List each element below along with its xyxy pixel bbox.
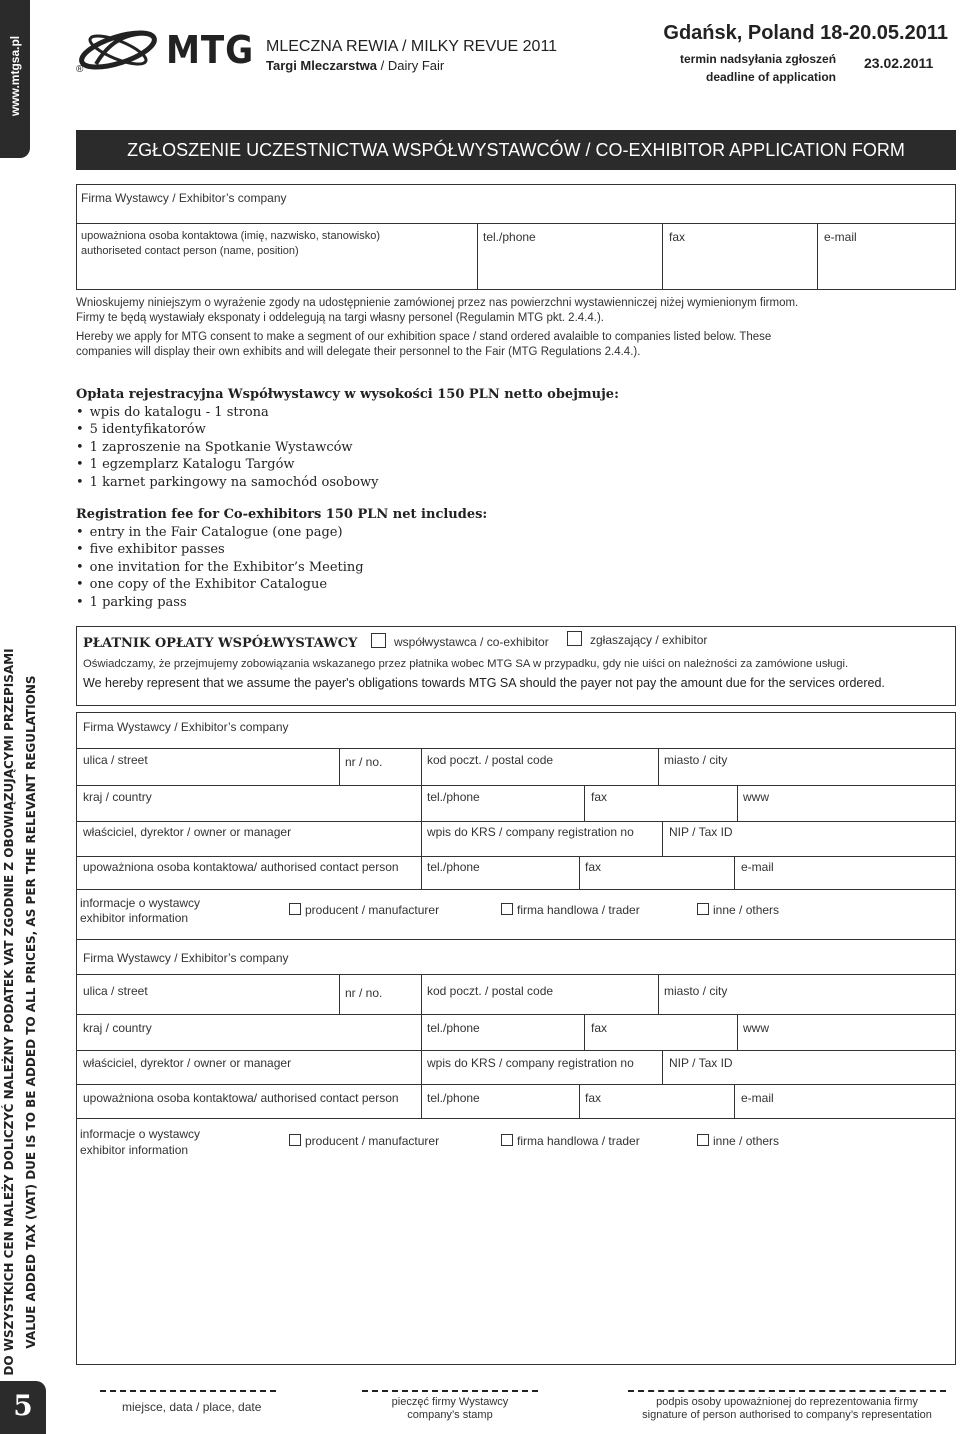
page-number-tab — [0, 1381, 46, 1434]
fee-pl-item: • wpis do katalogu - 1 strona — [76, 404, 619, 422]
place-date-label: miejsce, data / place, date — [122, 1400, 262, 1414]
event-subtitle-rest: / Dairy Fair — [377, 58, 445, 73]
applicant-label: zgłaszający / exhibitor — [590, 633, 708, 647]
event-subtitle — [266, 58, 444, 73]
producer-checkbox[interactable] — [289, 903, 301, 915]
trader-checkbox[interactable] — [501, 1134, 513, 1146]
fee-en-item: • one invitation for the Exhibitor’s Meeting — [76, 559, 487, 577]
fee-pl-heading: Opłata rejestracyjna Współwystawcy w wysokości 150 PLN netto obejmuje: — [76, 387, 619, 402]
phone-label: tel./phone — [427, 790, 480, 804]
fee-en-heading: Registration fee for Co-exhibitors 150 PLN net includes: — [76, 507, 488, 522]
owner-label: właściciel, dyrektor / owner or manager — [83, 825, 292, 839]
vat-note-pl: DO WSZYSTKICH CEN NALEŻY DOLICZYĆ NALEŻNY PODATEK VAT ZGODNIE Z OBOWIĄZUJĄCYMI PRZEPISAMI — [2, 648, 16, 1376]
form-title: ZGŁOSZENIE UCZESTNICTWA WSPÓŁWYSTAWCÓW / CO-EXHIBITOR APPLICATION FORM — [127, 140, 905, 160]
contact-label-pl: upoważniona osoba kontaktowa (imię, nazwisko, stanowisko) — [81, 230, 380, 242]
street-label: ulica / street — [83, 984, 148, 998]
krs-label: wpis do KRS / company registration no — [427, 825, 634, 839]
vertical-vat-note — [0, 645, 42, 1380]
deadline-pl: termin nadsyłania zgłoszeń — [680, 52, 837, 66]
nip-label: NIP / Tax ID — [669, 825, 733, 839]
applicant-checkbox[interactable] — [567, 631, 582, 646]
signature-label — [628, 1396, 946, 1422]
info-label-pl: informacje o wystawcy — [80, 1127, 201, 1141]
logo-text: MTG — [166, 28, 255, 72]
city-label: miasto / city — [664, 753, 728, 767]
others-option[interactable] — [697, 903, 779, 917]
event-subtitle-bold: Targi Mleczarstwa — [266, 58, 378, 73]
fee-pl-item: • 1 zaproszenie na Spotkanie Wystawców — [76, 439, 619, 457]
postal-label: kod poczt. / postal code — [427, 753, 554, 767]
payer-box — [76, 626, 956, 706]
producer-label: producent / manufacturer — [305, 1134, 440, 1148]
company-field[interactable] — [76, 184, 956, 224]
coexhibitor-label: współwystawca / co-exhibitor — [394, 635, 549, 649]
form-title-bar — [76, 130, 956, 170]
others-label: inne / others — [713, 1134, 780, 1148]
signature-line — [628, 1390, 946, 1392]
owner-label: właściciel, dyrektor / owner or manager — [83, 1056, 292, 1070]
producer-option[interactable] — [289, 1134, 439, 1148]
consent-en-2: companies will display their own exhibits and will delegate their personnel to the Fair (MTG Regulations 2.4.4.). — [76, 345, 641, 358]
signature-label-pl: podpis osoby upoważnionej do reprezentowania firmy — [656, 1396, 918, 1408]
www-label: www — [743, 790, 769, 804]
trader-label: firma handlowa / trader — [517, 1134, 640, 1148]
registered-mark: ® — [76, 64, 84, 75]
deadline-en: deadline of application — [706, 70, 837, 84]
stamp-label-pl: pieczęć firmy Wystawcy — [391, 1396, 509, 1408]
exhibitor-block-2 — [76, 940, 956, 1365]
fax-label: fax — [585, 860, 602, 874]
info-label-en: exhibitor information — [80, 1143, 189, 1157]
vat-note-en: VALUE ADDED TAX (VAT) DUE IS TO BE ADDED TO ALL PRICES, AS PER THE RELEVANT REGULATIONS — [24, 675, 38, 1349]
fax-label: fax — [669, 230, 686, 244]
info-label-pl: informacje o wystawcy — [80, 896, 201, 910]
company-label: Firma Wystawcy / Exhibitor’s company — [83, 720, 289, 734]
producer-checkbox[interactable] — [289, 1134, 301, 1146]
krs-label: wpis do KRS / company registration no — [427, 1056, 634, 1070]
fee-en-item: • five exhibitor passes — [76, 541, 487, 559]
street-label: ulica / street — [83, 753, 148, 767]
others-checkbox[interactable] — [697, 1134, 709, 1146]
consent-pl-2: Firmy te będą wystawiały eksponaty i oddelegują na targi własny personel (Regulamin MTG pkt. 2.4.4.). — [76, 311, 604, 324]
phone-label: tel./phone — [427, 1091, 480, 1105]
producer-label: producent / manufacturer — [305, 903, 440, 917]
email-label: e-mail — [824, 230, 857, 244]
consent-en-1: Hereby we apply for MTG consent to make a segment of our exhibition space / stand ordered avalaible to companies listed below. These — [76, 331, 772, 343]
producer-option[interactable] — [289, 903, 439, 917]
stamp-label-en: company’s stamp — [407, 1409, 493, 1421]
fee-en-section — [76, 506, 487, 611]
postal-label: kod poczt. / postal code — [427, 984, 554, 998]
phone-label: tel./phone — [427, 1021, 480, 1035]
stamp-label — [362, 1396, 538, 1422]
trader-checkbox[interactable] — [501, 903, 513, 915]
email-label: e-mail — [741, 1091, 774, 1105]
phone-label: tel./phone — [427, 860, 480, 874]
place-date-line — [100, 1390, 276, 1392]
country-label: kraj / country — [83, 1021, 152, 1035]
email-label: e-mail — [741, 860, 774, 874]
country-label: kraj / country — [83, 790, 152, 804]
payer-statement-pl: Oświadczamy, że przejmujemy zobowiązania wskazanego przez płatnika wobec MTG SA w przypadku, gdy nie uiści on należności za zamówione usługi. — [83, 658, 849, 670]
fee-pl-item: • 1 egzemplarz Katalogu Targów — [76, 456, 619, 474]
trader-label: firma handlowa / trader — [517, 903, 640, 917]
fee-en-list — [76, 524, 487, 612]
fee-en-item: • 1 parking pass — [76, 594, 487, 612]
contact-row — [76, 224, 956, 290]
side-url[interactable]: www.mtgsa.pl — [8, 35, 22, 117]
contact-label: upoważniona osoba kontaktowa/ authorised contact person — [83, 860, 399, 874]
others-option[interactable] — [697, 1134, 779, 1148]
nip-label: NIP / Tax ID — [669, 1056, 733, 1070]
fee-en-item: • entry in the Fair Catalogue (one page) — [76, 524, 487, 542]
fax-label: fax — [591, 1021, 608, 1035]
payer-statement-en: We hereby represent that we assume the payer's obligations towards MTG SA should the payer not pay the amount due for the services ordered. — [83, 676, 885, 690]
number-label: nr / no. — [345, 986, 383, 1000]
payer-title: PŁATNIK OPŁATY WSPÓŁWYSTAWCY — [83, 636, 358, 651]
payer-option-coexhibitor[interactable] — [371, 633, 549, 649]
fee-pl-list — [76, 404, 619, 492]
side-url-strip — [0, 0, 30, 158]
contact-label: upoważniona osoba kontaktowa/ authorised contact person — [83, 1091, 399, 1105]
contact-label-en: authoriseted contact person (name, position) — [81, 245, 299, 257]
others-label: inne / others — [713, 903, 780, 917]
company-label: Firma Wystawcy / Exhibitor’s company — [81, 191, 287, 205]
exhibitor-block-1 — [76, 712, 956, 940]
fee-en-item: • one copy of the Exhibitor Catalogue — [76, 576, 487, 594]
payer-option-applicant[interactable] — [567, 631, 707, 647]
stamp-line — [362, 1390, 538, 1392]
number-label: nr / no. — [345, 755, 383, 769]
event-title: MLECZNA REWIA / MILKY REVUE 2011 — [266, 38, 558, 55]
page-number: 5 — [13, 1389, 33, 1422]
deadline-date: 23.02.2011 — [864, 55, 934, 71]
info-label-en: exhibitor information — [80, 911, 189, 925]
place-date: Gdańsk, Poland 18-20.05.2011 — [663, 22, 948, 44]
consent-text — [76, 296, 956, 359]
mtg-logo — [76, 20, 255, 80]
signature-label-en: signature of person authorised to company’s representation — [642, 1409, 932, 1421]
coexhibitor-checkbox[interactable] — [371, 633, 386, 648]
phone-label: tel./phone — [483, 230, 536, 244]
fee-pl-item: • 5 identyfikatorów — [76, 421, 619, 439]
trader-option[interactable] — [501, 903, 640, 917]
fee-pl-item: • 1 karnet parkingowy na samochód osobowy — [76, 474, 619, 492]
fax-label: fax — [585, 1091, 602, 1105]
trader-option[interactable] — [501, 1134, 640, 1148]
fax-label: fax — [591, 790, 608, 804]
logo-swoosh-icon — [76, 20, 176, 80]
consent-pl-1: Wnioskujemy niniejszym o wyrażenie zgody na udostępnienie zamówionej przez nas powierzchni wystawienniczej niżej wymienionym firmom. — [76, 297, 799, 309]
company-label: Firma Wystawcy / Exhibitor’s company — [83, 951, 289, 965]
others-checkbox[interactable] — [697, 903, 709, 915]
city-label: miasto / city — [664, 984, 728, 998]
www-label: www — [743, 1021, 769, 1035]
fee-pl-section — [76, 386, 619, 491]
